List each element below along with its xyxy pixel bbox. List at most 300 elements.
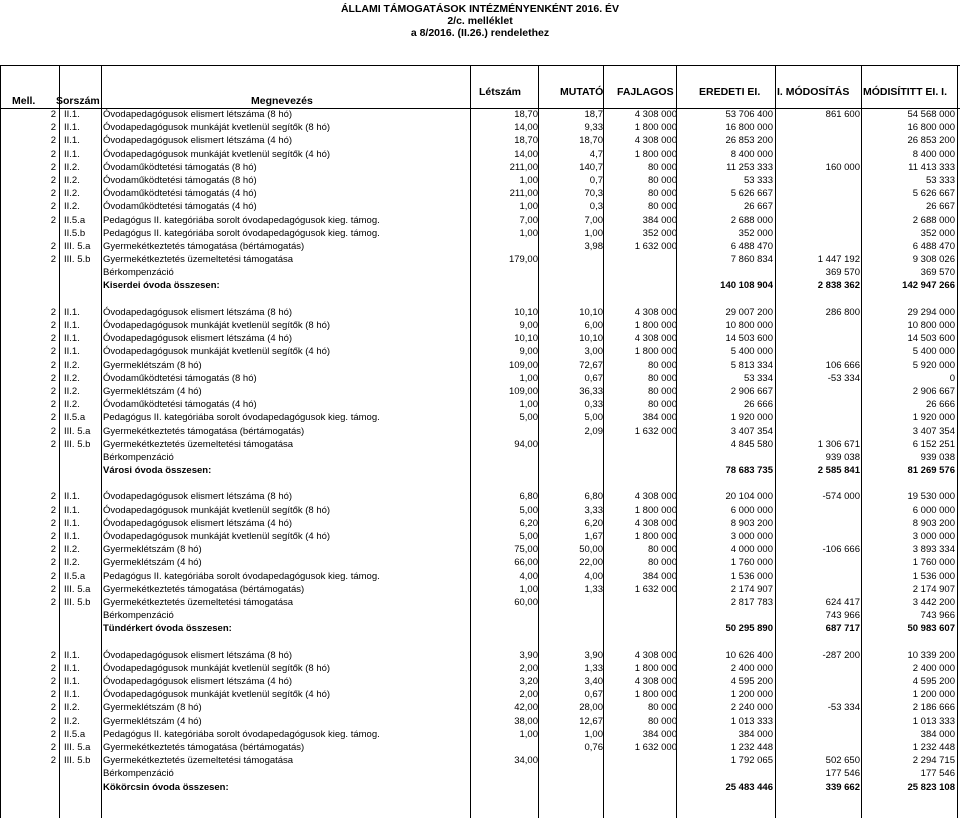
cell-mell: 2 bbox=[50, 557, 56, 569]
cell-fajlagos: 80 000 bbox=[647, 544, 677, 556]
cell-megnevezes: Óvodapedagógusok munkáját kvetlenül segítők (8 hó) bbox=[103, 662, 331, 674]
cell-mutato: 2,09 bbox=[584, 425, 603, 437]
table-row bbox=[0, 728, 960, 741]
cell-sorszam: II.2. bbox=[64, 188, 80, 200]
cell-letszam: 1,00 bbox=[519, 201, 538, 213]
table-row bbox=[0, 332, 960, 345]
cell-mell: 2 bbox=[50, 188, 56, 200]
table-row bbox=[0, 609, 960, 622]
cell-fajlagos: 80 000 bbox=[647, 702, 677, 714]
cell-mutato: 70,3 bbox=[584, 188, 603, 200]
cell-sorszam: III. 5.b bbox=[64, 254, 91, 266]
cell-sorszam: II.5.a bbox=[64, 214, 86, 226]
cell-fajlagos: 80 000 bbox=[647, 188, 677, 200]
cell-megnevezes: Óvodapedagógusok elismert létszáma (8 hó) bbox=[103, 109, 293, 120]
cell-mutato: 1,33 bbox=[584, 583, 603, 595]
table-row bbox=[0, 253, 960, 266]
cell-mutato: 9,33 bbox=[584, 122, 603, 134]
cell-letszam: 3,90 bbox=[519, 649, 538, 661]
cell-letszam: 6,20 bbox=[519, 517, 538, 529]
cell-megnevezes: Gyermeklétszám (4 hó) bbox=[103, 385, 202, 397]
cell-letszam: 211,00 bbox=[509, 188, 538, 200]
cell-mutato: 18,70 bbox=[579, 135, 603, 147]
cell-sorszam: II.1. bbox=[64, 491, 80, 503]
cell-fajlagos: 1 800 000 bbox=[634, 320, 677, 331]
cell-megnevezes: Pedagógus II. kategóriába sorolt óvodapedagógusok kieg. támog. bbox=[103, 227, 380, 239]
cell-fajlagos: 80 000 bbox=[647, 557, 677, 569]
cell-mell: 2 bbox=[50, 649, 56, 661]
cell-eredeti: 5 626 667 bbox=[730, 188, 773, 200]
cell-megnevezes: Gyermekétkeztetés támogatása (bértámogatás) bbox=[103, 583, 305, 595]
cell-letszam: 1,00 bbox=[519, 399, 538, 411]
cell-mell: 2 bbox=[50, 676, 56, 688]
cell-sorszam: II.2. bbox=[64, 399, 80, 411]
table-row bbox=[0, 649, 960, 662]
cell-fajlagos: 4 308 000 bbox=[634, 333, 677, 345]
cell-mutato: 1,67 bbox=[584, 531, 603, 542]
table-body bbox=[0, 108, 960, 794]
cell-sorszam: III. 5.b bbox=[64, 596, 91, 608]
cell-sorszam: II.2. bbox=[64, 702, 80, 714]
cell-megnevezes: Óvodapedagógusok elismert létszáma (4 hó) bbox=[103, 676, 293, 688]
cell-modositott: 26 666 bbox=[925, 399, 955, 411]
cell-modositott: 1 920 000 bbox=[912, 412, 955, 424]
cell-modositas: 939 038 bbox=[825, 451, 860, 463]
cell-mell: 2 bbox=[50, 135, 56, 147]
cell-megnevezes: Óvodapedagógusok elismert létszáma (4 hó) bbox=[103, 333, 293, 345]
cell-megnevezes: Bérkompenzáció bbox=[103, 610, 174, 622]
cell-modositott: 177 546 bbox=[920, 768, 955, 780]
cell-eredeti: 2 400 000 bbox=[730, 662, 773, 674]
cell-megnevezes: Pedagógus II. kategóriába sorolt óvodapedagógusok kieg. támog. bbox=[103, 214, 380, 226]
cell-mell: 2 bbox=[50, 109, 56, 120]
cell-sorszam: II.2. bbox=[64, 715, 80, 727]
cell-eredeti: 384 000 bbox=[738, 728, 773, 740]
cell-eredeti: 1 920 000 bbox=[730, 412, 773, 424]
cell-sorszam: II.1. bbox=[64, 333, 80, 345]
cell-modositott: 9 308 026 bbox=[912, 254, 955, 266]
cell-modositott: 743 966 bbox=[920, 610, 955, 622]
table-row bbox=[0, 504, 960, 517]
cell-mell: 2 bbox=[50, 544, 56, 556]
cell-mell: 2 bbox=[50, 174, 56, 186]
table-row bbox=[0, 701, 960, 714]
table-row bbox=[0, 517, 960, 530]
table-row bbox=[0, 767, 960, 780]
cell-sorszam: II.1. bbox=[64, 122, 80, 134]
cell-modositas: 1 447 192 bbox=[817, 254, 860, 266]
cell-modositas: 861 600 bbox=[825, 109, 860, 120]
cell-megnevezes: Óvodapedagógusok munkáját kvetlenül segítők (4 hó) bbox=[103, 346, 331, 358]
cell-modositas: -53 334 bbox=[827, 372, 860, 384]
cell-megnevezes: Gyermekétkeztetés támogatása (bértámogatás) bbox=[103, 742, 305, 753]
col-header-eredeti: EREDETI EI. bbox=[699, 86, 761, 98]
cell-megnevezes: Bérkompenzáció bbox=[103, 768, 174, 780]
cell-eredeti: 4 000 000 bbox=[730, 544, 773, 556]
col-header-modositott: MÓDISÍTITT EI. I. bbox=[863, 86, 947, 98]
cell-mutato: 3,40 bbox=[584, 676, 603, 688]
cell-mutato: 4,7 bbox=[589, 148, 603, 160]
cell-sorszam: II.1. bbox=[64, 517, 80, 529]
cell-mutato: 0,33 bbox=[584, 399, 603, 411]
cell-letszam: 7,00 bbox=[519, 214, 538, 226]
cell-sorszam: II.2. bbox=[64, 174, 80, 186]
cell-megnevezes: Bérkompenzáció bbox=[103, 451, 174, 463]
table-row bbox=[0, 662, 960, 675]
cell-eredeti: 1 792 065 bbox=[730, 755, 773, 767]
cell-eredeti: 2 240 000 bbox=[730, 702, 773, 714]
cell-letszam: 1,00 bbox=[519, 227, 538, 239]
cell-megnevezes: Gyermeklétszám (4 hó) bbox=[103, 557, 202, 569]
table-row bbox=[0, 240, 960, 253]
cell-letszam: 18,70 bbox=[514, 109, 538, 120]
cell-modositott: 1 760 000 bbox=[912, 557, 955, 569]
cell-eredeti: 14 503 600 bbox=[725, 333, 773, 345]
cell-fajlagos: 4 308 000 bbox=[634, 306, 677, 318]
table-row bbox=[0, 451, 960, 464]
total-row bbox=[0, 279, 960, 292]
cell-eredeti: 3 407 354 bbox=[730, 425, 773, 437]
cell-mutato: 12,67 bbox=[579, 715, 603, 727]
cell-mutato: 72,67 bbox=[579, 359, 603, 371]
cell-modositott: 29 294 000 bbox=[907, 306, 955, 318]
table-row bbox=[0, 688, 960, 701]
cell-modositas: 177 546 bbox=[825, 768, 860, 780]
table-row bbox=[0, 174, 960, 187]
cell-mutato: 3,90 bbox=[584, 649, 603, 661]
table-row bbox=[0, 266, 960, 279]
cell-fajlagos: 80 000 bbox=[647, 161, 677, 173]
cell-mutato: 0,7 bbox=[589, 174, 603, 186]
cell-fajlagos: 384 000 bbox=[642, 412, 677, 424]
cell-sorszam: II.1. bbox=[64, 109, 80, 120]
cell-modositott: 6 152 251 bbox=[912, 438, 955, 450]
cell-mutato: 140,7 bbox=[579, 161, 603, 173]
cell-megnevezes: Gyermeklétszám (8 hó) bbox=[103, 544, 202, 556]
cell-fajlagos: 4 308 000 bbox=[634, 649, 677, 661]
cell-modositott: 2 688 000 bbox=[912, 214, 955, 226]
cell-eredeti: 50 295 890 bbox=[725, 623, 773, 635]
cell-modositott: 5 920 000 bbox=[912, 359, 955, 371]
table-row bbox=[0, 121, 960, 134]
cell-modositott: 352 000 bbox=[920, 227, 955, 239]
cell-modositas: 624 417 bbox=[825, 596, 860, 608]
cell-eredeti: 140 108 904 bbox=[720, 280, 773, 292]
cell-letszam: 66,00 bbox=[514, 557, 538, 569]
cell-eredeti: 4 595 200 bbox=[730, 676, 773, 688]
cell-modositott: 6 488 470 bbox=[912, 240, 955, 252]
cell-modositott: 14 503 600 bbox=[907, 333, 955, 345]
cell-megnevezes: Gyermekétkeztetés üzemeltetési támogatása bbox=[103, 755, 294, 767]
cell-megnevezes: Óvodapedagógusok munkáját kvetlenül segítők (8 hó) bbox=[103, 504, 331, 516]
cell-modositott: 142 947 266 bbox=[902, 280, 955, 292]
cell-mell: 2 bbox=[50, 425, 56, 437]
cell-mutato: 3,98 bbox=[584, 240, 603, 252]
cell-megnevezes: Bérkompenzáció bbox=[103, 267, 174, 279]
cell-sorszam: II.1. bbox=[64, 148, 80, 160]
cell-fajlagos: 80 000 bbox=[647, 359, 677, 371]
table-row bbox=[0, 556, 960, 569]
cell-modositott: 54 568 000 bbox=[907, 109, 955, 120]
cell-megnevezes: Óvodapedagógusok munkáját kvetlenül segítők (8 hó) bbox=[103, 320, 331, 331]
cell-megnevezes: Óvodapedagógusok elismert létszáma (8 hó) bbox=[103, 306, 293, 318]
spacer-row bbox=[0, 477, 960, 490]
cell-sorszam: II.2. bbox=[64, 359, 80, 371]
cell-modositott: 3 893 334 bbox=[912, 544, 955, 556]
cell-modositott: 53 333 bbox=[925, 174, 955, 186]
cell-mell: 2 bbox=[50, 702, 56, 714]
cell-sorszam: II.1. bbox=[64, 662, 80, 674]
cell-fajlagos: 1 632 000 bbox=[634, 583, 677, 595]
table-row bbox=[0, 530, 960, 543]
cell-eredeti: 8 903 200 bbox=[730, 517, 773, 529]
cell-modositas: -574 000 bbox=[822, 491, 860, 503]
cell-sorszam: II.2. bbox=[64, 557, 80, 569]
cell-letszam: 5,00 bbox=[519, 531, 538, 542]
cell-megnevezes: Városi óvoda összesen: bbox=[103, 465, 212, 477]
cell-eredeti: 53 334 bbox=[743, 372, 773, 384]
table-row bbox=[0, 398, 960, 411]
cell-mutato: 28,00 bbox=[579, 702, 603, 714]
cell-mutato: 0,76 bbox=[584, 742, 603, 753]
cell-mutato: 22,00 bbox=[579, 557, 603, 569]
table-row bbox=[0, 715, 960, 728]
cell-letszam: 14,00 bbox=[514, 148, 538, 160]
cell-mell: 2 bbox=[50, 240, 56, 252]
cell-modositas: 687 717 bbox=[825, 623, 860, 635]
cell-megnevezes: Óvodaműködtetési támogatás (8 hó) bbox=[103, 174, 257, 186]
cell-modositott: 2 906 667 bbox=[912, 385, 955, 397]
cell-sorszam: III. 5.b bbox=[64, 438, 91, 450]
total-row bbox=[0, 464, 960, 477]
cell-megnevezes: Kiserdei óvoda összesen: bbox=[103, 280, 220, 292]
cell-eredeti: 4 845 580 bbox=[730, 438, 773, 450]
cell-eredeti: 5 813 334 bbox=[730, 359, 773, 371]
cell-mell: 2 bbox=[50, 148, 56, 160]
table-row bbox=[0, 754, 960, 767]
cell-fajlagos: 1 632 000 bbox=[634, 425, 677, 437]
cell-eredeti: 2 817 783 bbox=[730, 596, 773, 608]
cell-megnevezes: Óvodapedagógusok elismert létszáma (4 hó) bbox=[103, 135, 293, 147]
cell-letszam: 38,00 bbox=[514, 715, 538, 727]
cell-modositas: 160 000 bbox=[825, 161, 860, 173]
cell-mell: 2 bbox=[50, 306, 56, 318]
cell-megnevezes: Óvodapedagógusok munkáját kvetlenül segítők (4 hó) bbox=[103, 531, 331, 542]
cell-mell: 2 bbox=[50, 333, 56, 345]
cell-modositott: 939 038 bbox=[920, 451, 955, 463]
cell-mell: 2 bbox=[50, 385, 56, 397]
cell-megnevezes: Óvodaműködtetési támogatás (8 hó) bbox=[103, 372, 257, 384]
cell-modositas: 2 838 362 bbox=[817, 280, 860, 292]
table-row bbox=[0, 227, 960, 240]
cell-sorszam: III. 5.a bbox=[64, 583, 91, 595]
total-row bbox=[0, 781, 960, 794]
cell-letszam: 109,00 bbox=[508, 385, 538, 397]
cell-fajlagos: 384 000 bbox=[642, 570, 677, 582]
cell-modositas: 339 662 bbox=[825, 781, 860, 793]
cell-sorszam: II.2. bbox=[64, 385, 80, 397]
cell-mell: 2 bbox=[50, 728, 56, 740]
cell-mutato: 50,00 bbox=[579, 544, 603, 556]
cell-modositott: 1 200 000 bbox=[912, 689, 955, 701]
table-row bbox=[0, 675, 960, 688]
cell-mutato: 7,00 bbox=[584, 214, 603, 226]
cell-eredeti: 1 232 448 bbox=[730, 742, 773, 753]
cell-mell: 2 bbox=[50, 254, 56, 266]
cell-sorszam: II.2. bbox=[64, 544, 80, 556]
cell-fajlagos: 1 800 000 bbox=[634, 122, 677, 134]
cell-modositott: 11 413 333 bbox=[908, 161, 955, 173]
table-row bbox=[0, 108, 960, 121]
cell-sorszam: II.1. bbox=[64, 676, 80, 688]
cell-letszam: 34,00 bbox=[514, 755, 538, 767]
cell-megnevezes: Gyermekétkeztetés támogatása (bértámogatás) bbox=[103, 425, 305, 437]
cell-modositott: 50 983 607 bbox=[907, 623, 955, 635]
cell-letszam: 6,80 bbox=[519, 491, 538, 503]
col-header-mutato: MUTATÓ bbox=[560, 86, 604, 98]
cell-fajlagos: 80 000 bbox=[647, 372, 677, 384]
cell-megnevezes: Óvodaműködtetési támogatás (4 hó) bbox=[103, 201, 257, 213]
cell-eredeti: 3 000 000 bbox=[730, 531, 773, 542]
cell-sorszam: II.2. bbox=[64, 201, 80, 213]
cell-eredeti: 16 800 000 bbox=[725, 122, 773, 134]
cell-megnevezes: Gyermekétkeztetés támogatása (bértámogatás) bbox=[103, 240, 305, 252]
cell-fajlagos: 4 308 000 bbox=[634, 517, 677, 529]
cell-fajlagos: 1 800 000 bbox=[634, 689, 677, 701]
cell-mutato: 10,10 bbox=[579, 333, 603, 345]
cell-mutato: 1,33 bbox=[584, 662, 603, 674]
cell-mell: 2 bbox=[50, 161, 56, 173]
table-row bbox=[0, 425, 960, 438]
cell-mell: 2 bbox=[50, 122, 56, 134]
cell-megnevezes: Tündérkert óvoda összesen: bbox=[103, 623, 232, 635]
table-row bbox=[0, 411, 960, 424]
cell-modositas: 106 666 bbox=[825, 359, 860, 371]
cell-eredeti: 2 688 000 bbox=[730, 214, 773, 226]
cell-eredeti: 25 483 446 bbox=[725, 781, 773, 793]
cell-letszam: 1,00 bbox=[519, 583, 538, 595]
cell-mell: 2 bbox=[50, 583, 56, 595]
cell-megnevezes: Óvodapedagógusok munkáját kvetlenül segítők (4 hó) bbox=[103, 689, 331, 701]
cell-eredeti: 2 906 667 bbox=[730, 385, 773, 397]
cell-sorszam: II.5.a bbox=[64, 412, 86, 424]
col-header-fajlagos: FAJLAGOS bbox=[617, 86, 674, 98]
cell-mutato: 6,20 bbox=[584, 517, 603, 529]
cell-megnevezes: Gyermeklétszám (8 hó) bbox=[103, 359, 202, 371]
cell-modositott: 2 174 907 bbox=[912, 583, 955, 595]
cell-modositott: 81 269 576 bbox=[907, 465, 955, 477]
cell-mutato: 3,33 bbox=[584, 504, 603, 516]
table-row bbox=[0, 319, 960, 332]
cell-letszam: 2,00 bbox=[519, 689, 538, 701]
cell-modositas: -287 200 bbox=[822, 649, 860, 661]
cell-fajlagos: 1 800 000 bbox=[634, 504, 677, 516]
cell-fajlagos: 1 800 000 bbox=[634, 346, 677, 358]
cell-letszam: 9,00 bbox=[519, 346, 538, 358]
table-row bbox=[0, 385, 960, 398]
cell-mutato: 3,00 bbox=[584, 346, 603, 358]
cell-mutato: 36,33 bbox=[579, 385, 603, 397]
cell-eredeti: 26 853 200 bbox=[725, 135, 773, 147]
cell-eredeti: 26 667 bbox=[743, 201, 773, 213]
cell-megnevezes: Óvodaműködtetési támogatás (4 hó) bbox=[103, 188, 257, 200]
cell-letszam: 9,00 bbox=[519, 320, 538, 331]
cell-modositott: 16 800 000 bbox=[907, 122, 955, 134]
cell-mell: 2 bbox=[50, 214, 56, 226]
cell-eredeti: 5 400 000 bbox=[730, 346, 773, 358]
cell-mell: 2 bbox=[50, 662, 56, 674]
cell-sorszam: II.1. bbox=[64, 320, 80, 331]
cell-fajlagos: 80 000 bbox=[647, 399, 677, 411]
cell-eredeti: 53 333 bbox=[743, 174, 773, 186]
cell-modositott: 1 232 448 bbox=[912, 742, 955, 753]
cell-mell: 2 bbox=[50, 438, 56, 450]
cell-megnevezes: Pedagógus II. kategóriába sorolt óvodapedagógusok kieg. támog. bbox=[103, 412, 380, 424]
cell-sorszam: II.1. bbox=[64, 135, 80, 147]
cell-megnevezes: Óvodapedagógusok elismert létszáma (8 hó) bbox=[103, 649, 293, 661]
cell-mutato: 4,00 bbox=[584, 570, 603, 582]
spacer-row bbox=[0, 293, 960, 306]
table-row bbox=[0, 596, 960, 609]
cell-fajlagos: 4 308 000 bbox=[634, 109, 677, 120]
cell-mell: 2 bbox=[50, 715, 56, 727]
cell-letszam: 1,00 bbox=[519, 728, 538, 740]
cell-sorszam: II.2. bbox=[64, 372, 80, 384]
cell-sorszam: III. 5.a bbox=[64, 240, 91, 252]
cell-modositott: 3 000 000 bbox=[912, 531, 955, 542]
cell-eredeti: 26 666 bbox=[743, 399, 773, 411]
cell-sorszam: II.5.a bbox=[64, 570, 86, 582]
table-row bbox=[0, 161, 960, 174]
cell-sorszam: III. 5.b bbox=[64, 755, 91, 767]
cell-letszam: 3,20 bbox=[519, 676, 538, 688]
col-header-letszam: Létszám bbox=[479, 86, 522, 98]
col-header-megnevezes: Megnevezés bbox=[251, 95, 313, 107]
cell-letszam: 109,00 bbox=[508, 359, 538, 371]
cell-letszam: 14,00 bbox=[514, 122, 538, 134]
cell-eredeti: 29 007 200 bbox=[725, 306, 773, 318]
cell-mell: 2 bbox=[50, 320, 56, 331]
cell-letszam: 1,00 bbox=[519, 372, 538, 384]
cell-fajlagos: 384 000 bbox=[642, 214, 677, 226]
cell-eredeti: 6 000 000 bbox=[730, 504, 773, 516]
col-header-mell: Mell. bbox=[12, 95, 36, 107]
cell-mell: 2 bbox=[50, 372, 56, 384]
cell-eredeti: 53 706 400 bbox=[725, 109, 773, 120]
cell-eredeti: 1 760 000 bbox=[730, 557, 773, 569]
cell-mutato: 18,7 bbox=[584, 109, 603, 120]
cell-megnevezes: Óvodapedagógusok elismert létszáma (4 hó) bbox=[103, 517, 293, 529]
cell-mutato: 6,00 bbox=[584, 320, 603, 331]
cell-fajlagos: 1 632 000 bbox=[634, 742, 677, 753]
cell-letszam: 5,00 bbox=[519, 412, 538, 424]
table-row bbox=[0, 148, 960, 161]
cell-modositott: 19 530 000 bbox=[907, 491, 955, 503]
cell-mell: 2 bbox=[50, 491, 56, 503]
cell-modositas: 286 800 bbox=[825, 306, 860, 318]
cell-letszam: 179,00 bbox=[508, 254, 538, 266]
table-row bbox=[0, 543, 960, 556]
cell-modositott: 8 400 000 bbox=[912, 148, 955, 160]
cell-letszam: 1,00 bbox=[519, 174, 538, 186]
cell-mutato: 0,67 bbox=[584, 689, 603, 701]
cell-modositott: 1 536 000 bbox=[912, 570, 955, 582]
cell-sorszam: III. 5.a bbox=[64, 425, 91, 437]
cell-letszam: 94,00 bbox=[514, 438, 538, 450]
table-row bbox=[0, 134, 960, 147]
cell-megnevezes: Óvodaműködtetési támogatás (8 hó) bbox=[103, 161, 257, 173]
cell-letszam: 60,00 bbox=[514, 596, 538, 608]
